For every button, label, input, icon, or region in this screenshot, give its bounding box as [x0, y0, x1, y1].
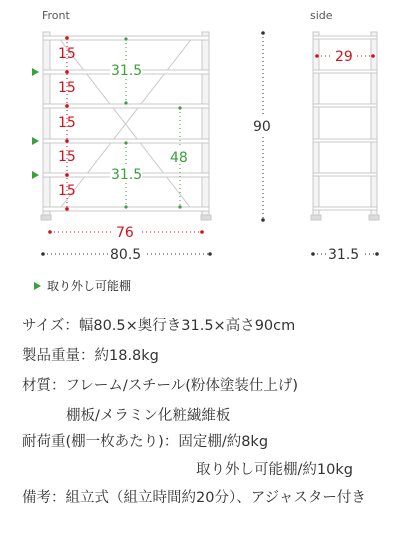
outer-width-dim [41, 245, 212, 263]
front-right-height-dim [168, 106, 192, 208]
shelf-gap-label: 15 [58, 149, 76, 165]
outer-width-label: 80.5 [110, 247, 142, 263]
removable-shelf-marker [32, 68, 39, 76]
side-depth-label: 31.5 [328, 247, 360, 263]
right-height-label: 48 [170, 150, 188, 166]
removable-shelf-marker [32, 171, 39, 179]
spec-size: サイズ：幅80.5×奥行き31.5×高さ90cm [22, 318, 296, 334]
shelf-gap-label: 15 [58, 80, 76, 96]
center-height-label: 31.5 [111, 167, 143, 183]
spec-material-shelf: 棚板/メラミン化粧繊維板 [66, 408, 231, 424]
front-view-label: Front [42, 9, 70, 22]
removable-shelf-legend [34, 277, 131, 294]
spec-material: 材質：フレーム/スチール(粉体塗装仕上げ) [22, 378, 299, 394]
side-inner-depth-label: 29 [335, 49, 353, 65]
shelf-gap-label: 15 [58, 46, 76, 62]
removable-shelf-markers [32, 68, 39, 179]
shelf-gap-label: 15 [58, 115, 76, 131]
dimension-diagram [0, 0, 420, 270]
center-height-label: 31.5 [111, 63, 143, 79]
spec-note: 備考：組立式（組立時間約20分）、アジャスター付き [22, 490, 366, 506]
removable-shelf-marker [32, 137, 39, 145]
inner-width-label: 76 [116, 225, 134, 241]
front-shelf-gap-dims [58, 36, 76, 211]
side-depth-dim [311, 245, 379, 263]
side-inner-depth-dim [315, 47, 375, 65]
spec-load-removable: 取り外し可能棚/約10kg [196, 462, 353, 478]
total-height-dim [252, 31, 274, 222]
triangle-marker-icon [34, 282, 41, 290]
spec-load: 耐荷重(棚一枚あたり)：固定棚/約8kg [22, 434, 269, 450]
shelf-gap-label: 15 [58, 183, 76, 199]
legend-label: 取り外し可能棚 [47, 279, 132, 293]
total-height-label: 90 [253, 119, 271, 135]
spec-weight: 製品重量：約18.8kg [22, 348, 159, 364]
inner-width-dim [48, 223, 204, 241]
side-view-label: side [310, 9, 333, 22]
